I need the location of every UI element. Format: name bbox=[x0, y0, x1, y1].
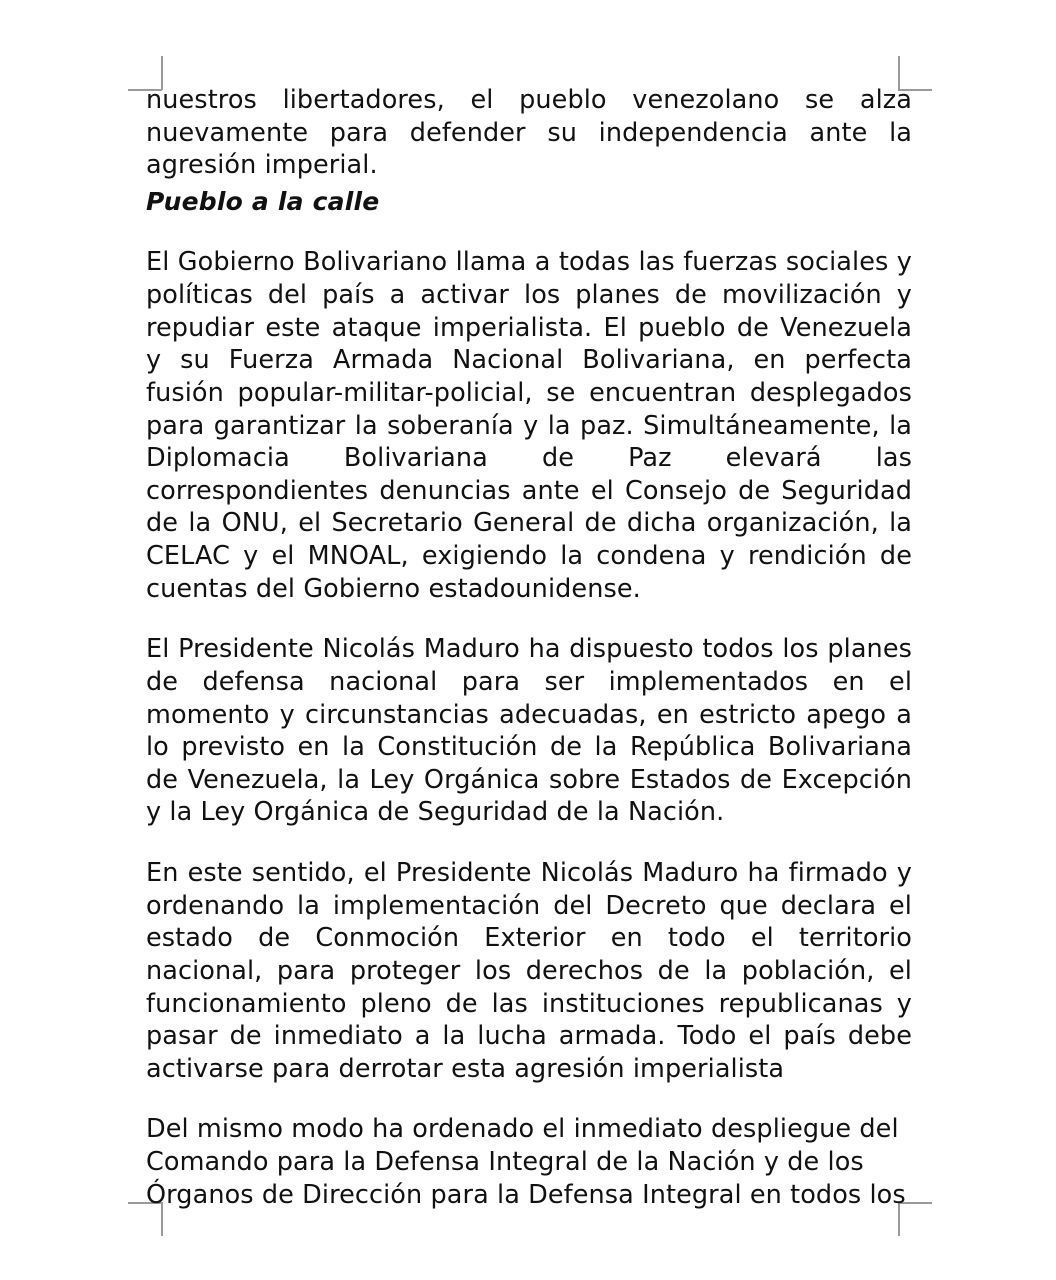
paragraph-presidente-planes: El Presidente Nicolás Maduro ha dispuesto todos los planes de defensa nacional para ser implementados en el momento y circunstancias adecuadas, en estricto apego a lo previsto en la Constitución de la República Bolivariana de Venezuela, la Ley Orgánica sobre Estados de Excepción y la Ley Orgánica de Seguridad de la Nación. bbox=[146, 634, 912, 828]
paragraph-gobierno-bolivariano: El Gobierno Bolivariano llama a todas las fuerzas sociales y políticas del país a activar los planes de movilización y repudiar este ataque imperialista. El pueblo de Venezuela y su Fuerza Armada Nacional Bolivariana, en perfecta fusión popular-militar-policial, se encuentran desplegados para garantizar la soberanía y la paz. Simultáneamente, la Diplomacia Bolivariana de Paz elevará las correspondientes denuncias ante el Consejo de Seguridad de la ONU, el Secretario General de dicha organización, la CELAC y el MNOAL, exigiendo la condena y rendición de cuentas del Gobierno estadounidense. bbox=[146, 247, 912, 604]
document-body bbox=[146, 84, 912, 1211]
paragraph-continuation: nuestros libertadores, el pueblo venezolano se alza nuevamente para defender su independencia ante la agresión imperial. bbox=[146, 85, 912, 181]
paragraph-decreto-conmocion: En este sentido, el Presidente Nicolás Maduro ha firmado y ordenando la implementación del Decreto que declara el estado de Conmoción Exterior en todo el territorio nacional, para proteger los derechos de la población, el funcionamiento pleno de las instituciones republicanas y pasar de inmediato a la lucha armada. Todo el país debe activarse para derrotar esta agresión imperialista bbox=[146, 858, 912, 1084]
section-subheading: Pueblo a la calle bbox=[146, 186, 380, 216]
paragraph-despliegue-comando: Del mismo modo ha ordenado el inmediato despliegue del Comando para la Defensa Integral de la Nación y de los Órganos de Dirección para la Defensa Integral en todos los bbox=[146, 1114, 906, 1210]
